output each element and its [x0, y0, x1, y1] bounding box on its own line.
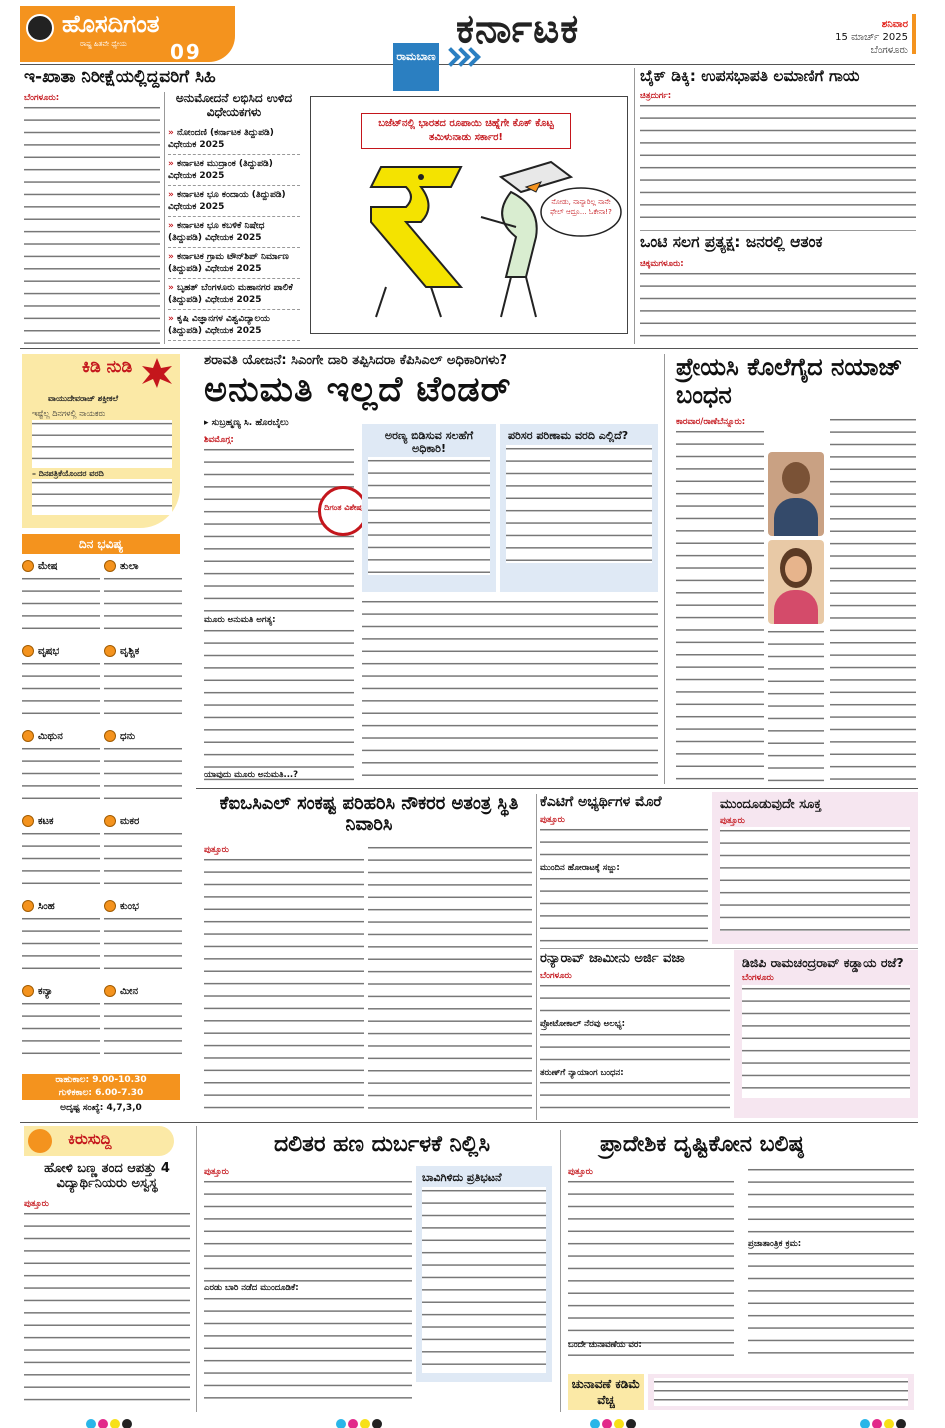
- horoscope-sign-heading: [104, 730, 182, 742]
- print-color-marks: [86, 1414, 134, 1428]
- article-bail-headline: ರನ್ಯಾರಾವ್ ಜಾಮೀನು ಅರ್ಜಿ ವಜಾ: [540, 951, 685, 966]
- article-dalit-subhead: ಎರಡು ಬಾರಿ ನಡೆದ ಮುಂದೂಡಿಕೆ:: [204, 1283, 299, 1294]
- horoscope-sign-heading: [22, 815, 100, 827]
- zodiac-sign-icon: [104, 985, 116, 997]
- lead-sidebar-forest: [362, 424, 496, 592]
- editorial-cartoon: [310, 96, 628, 334]
- article-bail-subhead-protocol: ಪ್ರೋಟೋಕಾಲ್ ನೆರವು ಅಲಭ್ಯ:: [540, 1019, 626, 1030]
- bullet-arrow-icon: »: [168, 158, 177, 169]
- article-bike-text-lines: [640, 102, 916, 226]
- ramabana-label: ರಾಮಬಾಣ: [393, 43, 439, 91]
- issue-date: 15 ಮಾರ್ಚ್ 2025: [835, 32, 908, 43]
- print-color-marks: [860, 1414, 908, 1428]
- bills-list-title: ಅನುಮೋದನೆ ಲಭಿಸಿದ ಉಳಿದ ವಿಧೇಯಕಗಳು: [175, 91, 293, 119]
- bullet-arrow-icon: »: [168, 127, 177, 138]
- article-kat-headline: ಕೆಎಟಿಗೆ ಅಭ್ಯರ್ಥಿಗಳ ಮೊರೆ: [540, 794, 662, 810]
- bill-item-text: ಬೃಹತ್ ಬೆಂಗಳೂರು ಮಹಾನಗರ ಪಾಲಿಕೆ (ತಿದ್ದುಪಡಿ) ವಿಧೇಯಕ 2025: [168, 282, 293, 305]
- column-rule: [560, 1130, 561, 1412]
- sidebar-forest-title: ಅರಣ್ಯ ಬಿಡಿಸುವ ಸಲಹೆಗೆ ಅಧಿಕಾರಿ!: [384, 429, 474, 455]
- bill-item: [168, 155, 300, 186]
- lead-dateline: ಶಿವಮೊಗ್ಗ:: [204, 435, 234, 445]
- kiru-dateline: ಪುತ್ತೂರು: [24, 1199, 49, 1209]
- bill-item-text: ಕೃಷಿ ವಿಜ್ಞಾನಗಳ ವಿಶ್ವವಿದ್ಯಾಲಯ (ತಿದ್ದುಪಡಿ) ವಿಧೇಯಕ 2025: [168, 313, 270, 336]
- horoscope-sign-heading: [104, 985, 182, 997]
- horoscope-text-lines: [104, 575, 182, 637]
- section-divider: [196, 788, 918, 789]
- horoscope-sign-heading: [104, 560, 182, 572]
- article-regional-headline: ಪ್ರಾದೇಶಿಕ ದೃಷ್ಟಿಕೋನ ಬಲಿಷ್ಠ: [600, 1132, 804, 1157]
- issue-day: ಶನಿವಾರ: [881, 19, 908, 30]
- bill-item-text: ಕರ್ನಾಟಕ ಮುದ್ರಾಂಕ (ತಿದ್ದುಪಡಿ) ವಿಧೇಯಕ 2025: [168, 158, 273, 181]
- article-kat-text-lines: [540, 826, 708, 862]
- section-divider: [20, 1122, 918, 1123]
- horoscope-sign-name: ಮೇಷ: [38, 560, 58, 572]
- column-rule: [536, 794, 537, 1120]
- kiru-body: [24, 1198, 190, 1408]
- horoscope-sign-name: ಕುಂಭ: [120, 900, 139, 912]
- article-elephant-headline: ಒಂಟಿ ಸಲಗ ಪ್ರತ್ಯಕ್ಷ: ಜನರಲ್ಲಿ ಆತಂಕ: [640, 233, 823, 251]
- article-regional-text-lines: [748, 1166, 914, 1238]
- kiru-suddi-banner: [24, 1126, 174, 1156]
- kiru-suddi-title: ಕಿರುಸುದ್ದಿ: [68, 1130, 112, 1148]
- horoscope-sign-heading: [104, 645, 182, 657]
- page-number: 09: [170, 40, 202, 64]
- horoscope-sign-heading: [22, 985, 100, 997]
- bills-list: [168, 92, 300, 341]
- sidebar-environment-title: ಪರಿಸರ ಪರಿಣಾಮ ವರದಿ ಎಲ್ಲಿದೆ?: [508, 429, 629, 442]
- print-color-marks: [590, 1414, 638, 1428]
- horoscope-sign-heading: [104, 900, 182, 912]
- article-kiocl-headline: ಕೆಐಒಸಿಎಲ್ ಸಂಕಷ್ಟ ಪರಿಹರಿಸಿ ನೌಕರರ ಅತಂತ್ರ ಸ್ಥಿತಿ ನಿವಾರಿಸಿ: [219, 793, 519, 835]
- article-bike-headline: ಬೈಕ್ ಡಿಕ್ಕಿ: ಉಪಸಭಾಪತಿ ಲಮಾಣಿಗೆ ಗಾಯ: [640, 67, 860, 85]
- article-murder-body-col1: [676, 416, 764, 786]
- article-kiocl-text-lines: [368, 844, 532, 1118]
- article-regional-body-col2: [748, 1166, 914, 1362]
- column-rule: [196, 1126, 197, 1412]
- article-bail-body: [540, 970, 730, 1120]
- horoscope-sign-name: ವೃಶ್ಚಿಕ: [120, 645, 140, 657]
- horoscope-sign-item: [104, 560, 182, 637]
- newspaper-logo: ಹೊಸದಿಗಂತ: [62, 10, 160, 38]
- article-bike-body: [640, 90, 916, 226]
- bill-item: [168, 124, 300, 155]
- cartoon-speech-text: ನೋಡು, ನಾನ್ಯಾರಿಲ್ಲ ನಾನೇ ಫೇಲ್ ಆದ್ರೂ... ಓಕೇನಾ!?: [550, 198, 612, 216]
- article-kat-text-lines: [540, 875, 708, 946]
- accused-photo: [768, 452, 824, 536]
- horoscope-sign-item: [22, 900, 100, 977]
- horoscope-sign-name: ವೃಷಭ: [38, 645, 60, 657]
- horoscope-text-lines: [22, 660, 100, 722]
- lead-headline: ಅನುಮತಿ ಇಲ್ಲದೆ ಟೆಂಡರ್: [204, 370, 512, 410]
- lead-kicker: ಶರಾವತಿ ಯೋಜನೆ: ಸಿಎಂಗೇ ದಾರಿ ತಪ್ಪಿಸಿದರಾ ಕೆಪಿಸಿಎಲ್ ಅಧಿಕಾರಿಗಳು?: [204, 353, 507, 368]
- horoscope-text-lines: [104, 745, 182, 807]
- article-regional-text-lines: [748, 1250, 914, 1358]
- zodiac-sign-icon: [104, 900, 116, 912]
- zodiac-sign-icon: [22, 815, 34, 827]
- article-murder-text-lines: [830, 416, 916, 784]
- bill-item: [168, 310, 300, 341]
- date-block: [818, 18, 908, 57]
- article-divider: [540, 948, 918, 949]
- article-murder-dateline: ಕಾರವಾರ/ರಾಣೆಬೆನ್ನೂರು:: [676, 417, 746, 427]
- horoscope-sign-heading: [22, 900, 100, 912]
- election-cost-box: [648, 1374, 914, 1410]
- horoscope-text-lines: [22, 575, 100, 637]
- article-dalit-headline: ದಲಿತರ ಹಣ ದುರ್ಬಳಕೆ ನಿಲ್ಲಿಸಿ: [273, 1132, 491, 1157]
- horoscope-sign-item: [104, 985, 182, 1062]
- horoscope-sign-name: ಸಿಂಹ: [38, 900, 55, 912]
- article-murder-body-col2: [768, 628, 824, 786]
- horoscope-text-lines: [104, 1000, 182, 1062]
- kidi-nudi-title: ಕಿಡಿ ನುಡಿ: [82, 357, 133, 377]
- article-murder-text-lines: [768, 628, 824, 784]
- graduate-character-illustration: [481, 162, 571, 317]
- lead-sidebar-environment: [500, 424, 658, 592]
- zodiac-sign-icon: [104, 560, 116, 572]
- horoscope-sign-name: ತುಲಾ: [120, 560, 139, 572]
- article-dalit-text-lines: [204, 1178, 412, 1282]
- horoscope-sign-name: ಧನು: [120, 730, 136, 742]
- horoscope-sign-heading: [22, 560, 100, 572]
- article-regional-text-lines: [568, 1178, 734, 1362]
- article-kat-dateline: ಪುತ್ತೂರು: [540, 815, 565, 825]
- article-dalit-text-lines: [204, 1295, 412, 1407]
- horoscope-sign-heading: [104, 815, 182, 827]
- date-accent-bar: [912, 14, 916, 54]
- lead-body-col2: [362, 598, 658, 782]
- kiru-text-lines: [24, 1210, 190, 1406]
- article-murder-headline: ಪ್ರೇಯಸಿ ಕೊಲೆಗೈದ ನಯಾಜ್ ಬಂಧನ: [676, 353, 903, 409]
- zodiac-sign-icon: [22, 645, 34, 657]
- horoscope-text-lines: [104, 915, 182, 977]
- article-protest-box: [416, 1166, 552, 1382]
- column-rule: [634, 68, 635, 344]
- horoscope-text-lines: [22, 1000, 100, 1062]
- article-dgp-body: [742, 972, 910, 1098]
- zodiac-sign-icon: [104, 730, 116, 742]
- horoscope-sign-item: [22, 645, 100, 722]
- horoscope-sign-name: ಮೀನ: [120, 985, 138, 997]
- horoscope-sign-heading: [22, 645, 100, 657]
- bill-item: [168, 186, 300, 217]
- kidi-nudi-text-lines: [32, 420, 172, 468]
- zodiac-sign-icon: [104, 815, 116, 827]
- article-dgp-headline: ಡಿಜಿಪಿ ರಾಮಚಂದ್ರರಾವ್ ಕಡ್ಡಾಯ ರಜೆ?: [742, 955, 904, 970]
- logo-emblem-icon: [26, 14, 54, 42]
- article-divider: [640, 230, 916, 231]
- article-postpone-body: [720, 815, 910, 933]
- sidebar-environment-text-lines: [506, 445, 652, 563]
- horoscope-sign-item: [104, 645, 182, 722]
- article-protest-title: ಬಾವಿಗಿಳಿದು ಪ್ರತಿಭಟನೆ: [422, 1171, 502, 1184]
- horoscope-text-lines: [22, 830, 100, 892]
- zodiac-sign-icon: [22, 900, 34, 912]
- bill-item: [168, 279, 300, 310]
- horoscope-sign-heading: [22, 730, 100, 742]
- article-ekhata-text-lines: [24, 104, 160, 344]
- column-rule: [164, 92, 165, 344]
- kidi-nudi-box: [22, 354, 180, 528]
- horoscope-sign-name: ಮಿಥುನ: [38, 730, 63, 742]
- article-ekhata-body: [24, 92, 160, 344]
- article-bail-text-lines: [540, 1031, 730, 1067]
- bill-item-text: ಕರ್ನಾಟಕ ಗ್ರಾಮ ಟೌನ್‌ಶಿಪ್ ನಿರ್ಮಾಣ (ತಿದ್ದುಪಡಿ) ವಿಧೇಯಕ 2025: [168, 251, 289, 274]
- article-murder-body-col3: [830, 416, 916, 786]
- bullet-arrow-icon: »: [168, 251, 177, 262]
- article-regional-dateline: ಪುತ್ತೂರು: [568, 1167, 593, 1177]
- sidebar-forest-text-lines: [368, 457, 490, 575]
- zodiac-sign-icon: [104, 645, 116, 657]
- article-elephant-text-lines: [640, 270, 916, 342]
- article-kiocl-body-col2: [368, 844, 532, 1120]
- rupee-character-illustration: [371, 167, 461, 317]
- article-dgp-dateline: ಬೆಂಗಳೂರು: [742, 973, 774, 984]
- article-kiocl-text-lines: [204, 856, 364, 1118]
- rahu-kala: ರಾಹುಕಾಲ: 9.00-10.30: [55, 1075, 147, 1085]
- article-bail-text-lines: [540, 1079, 730, 1115]
- bill-item-text: ಕರ್ನಾಟಕ ಭೂ ಕಬಳಿಕೆ ನಿಷೇಧ (ತಿದ್ದುಪಡಿ) ವಿಧೇಯಕ 2025: [168, 220, 265, 243]
- horoscope-text-lines: [22, 915, 100, 977]
- horoscope-sign-name: ಮಕರ: [120, 815, 140, 827]
- horoscope-sign-item: [22, 985, 100, 1062]
- masthead-logo-block: [20, 6, 235, 62]
- article-dalit-body: [204, 1166, 412, 1408]
- election-cost-text-lines: [654, 1378, 908, 1406]
- horoscope-sign-item: [104, 815, 182, 892]
- lead-subhead-permissions: ಮೂರು ಅನುಮತಿ ಅಗತ್ಯ:: [204, 615, 276, 626]
- lead-text-lines: [204, 627, 354, 783]
- zodiac-sign-icon: [22, 985, 34, 997]
- kiru-headline: ಹೋಳಿ ಬಣ್ಣ ತಂದ ಆಪತ್ತು 4 ವಿದ್ಯಾರ್ಥಿನಿಯರು ಅಸ್ವಸ್ಥ: [44, 1161, 170, 1191]
- article-postpone-text-lines: [720, 827, 910, 931]
- article-bail-subhead-custody: ತರುಣ್‌ಗೆ ನ್ಯಾಯಾಂಗ ಬಂಧನ:: [540, 1067, 624, 1078]
- article-regional-subhead-one-election: ಒಂದೇ ಚುನಾವಣೆಯ ವರ:: [568, 1340, 642, 1350]
- horoscope-text-lines: [104, 660, 182, 722]
- lead-byline: ▸ ಸುಬ್ರಹ್ಮಣ್ಯ ಸಿ. ಹೊರಬೈಲು: [204, 418, 289, 428]
- article-kat-body: [540, 814, 708, 946]
- pointing-hand-icon: [28, 1129, 52, 1153]
- bill-item-text: ಕರ್ನಾಟಕ ಭೂ ಕಂದಾಯ (ತಿದ್ದುಪಡಿ) ವಿಧೇಯಕ 2025: [168, 189, 286, 212]
- article-elephant-body: [640, 258, 916, 342]
- section-divider: [20, 348, 918, 349]
- horoscope-timings: [22, 1074, 180, 1100]
- bill-item: [168, 248, 300, 279]
- article-postpone-dateline: ಪುತ್ತೂರು: [720, 815, 745, 826]
- article-ekhata-dateline: ಬೆಂಗಳೂರು:: [24, 93, 60, 103]
- bullet-arrow-icon: »: [168, 189, 177, 200]
- article-murder-text-lines: [676, 428, 764, 784]
- print-color-marks: [336, 1414, 384, 1428]
- zodiac-sign-icon: [22, 730, 34, 742]
- article-postpone-box: [712, 792, 918, 944]
- article-regional-subhead-democratic: ಪ್ರಜಾತಾಂತ್ರಿಕ ಕ್ರಮ:: [748, 1239, 802, 1249]
- kidi-nudi-body: [32, 408, 172, 516]
- gulika-kala: ಗುಳಿಕಕಾಲ: 6.00-7.30: [58, 1088, 144, 1098]
- lead-body-col1: [204, 434, 354, 784]
- victim-photo: [768, 540, 824, 624]
- article-dalit-dateline: ಪುತ್ತೂರು: [204, 1167, 229, 1177]
- election-cost-label: ಚುನಾವಣೆ ಕಡಿಮೆ ವೆಚ್ಚ: [568, 1374, 644, 1410]
- article-elephant-dateline: ಚಿಕ್ಕಮಗಳೂರು:: [640, 259, 684, 269]
- cartoon-drawing: [311, 147, 629, 333]
- bullet-arrow-icon: »: [168, 313, 177, 324]
- column-rule: [664, 354, 665, 784]
- cartoon-caption: ಬಜೆಟ್‌ನಲ್ಲಿ ಭಾರತದ ರೂಪಾಯಿ ಚಿಹ್ನೆಗೇ ಕೊಕ್ ಕೊಟ್ಟ ತಮಿಳುನಾಡು ಸರ್ಕಾರ!: [361, 113, 571, 149]
- horoscope-sign-item: [22, 560, 100, 637]
- horoscope-title: ದಿನ ಭವಿಷ್ಯ: [22, 534, 180, 554]
- horoscope-sign-item: [22, 815, 100, 892]
- horoscope-text-lines: [104, 830, 182, 892]
- bill-item-text: ನೋಂದಣಿ (ಕರ್ನಾಟಕ ತಿದ್ದುಪಡಿ) ವಿಧೇಯಕ 2025: [168, 127, 274, 150]
- kidi-nudi-line: ಇಷ್ಟೆಲ್ಲ ದಿನಗಳಲ್ಲಿ ನಾಯಕರು: [32, 409, 106, 418]
- article-ekhata-headline: ಇ-ಖಾತಾ ನಿರೀಕ್ಷೆಯಲ್ಲಿದ್ದವರಿಗೆ ಸಿಹಿ: [24, 67, 216, 87]
- lead-byline-name: ಸುಬ್ರಹ್ಮಣ್ಯ ಸಿ. ಹೊರಬೈಲು: [211, 418, 289, 428]
- bill-item: [168, 217, 300, 248]
- digantha-special-stamp: ದಿಗಂತ ವಿಶೇಷ: [318, 486, 368, 536]
- article-regional-body-col1: [568, 1166, 734, 1362]
- article-postpone-headline: ಮುಂದೂಡುವುದೇ ಸೂಕ್ತ: [720, 797, 822, 812]
- article-dgp-text-lines: [742, 985, 910, 1099]
- article-bail-dateline: ಬೆಂಗಳೂರು: [540, 971, 572, 981]
- horoscope-sign-name: ಕನ್ಯಾ: [38, 985, 53, 997]
- article-kiocl-body-col1: [204, 844, 364, 1120]
- horoscope-sign-item: [104, 730, 182, 807]
- lucky-numbers: ಅದೃಷ್ಟ ಸಂಖ್ಯೆ: 4,7,3,0: [60, 1103, 142, 1113]
- horoscope-text-lines: [22, 745, 100, 807]
- bullet-arrow-icon: »: [168, 282, 177, 293]
- section-title: ಕರ್ನಾಟಕ: [456, 6, 580, 52]
- spark-burst-icon: [140, 358, 174, 388]
- article-bail-text-lines: [540, 982, 730, 1018]
- issue-city: ಬೆಂಗಳೂರು: [870, 45, 908, 56]
- kidi-nudi-source: – ದಿನಪತ್ರಿಕೆಯೊಂದರ ವರದಿ: [32, 468, 104, 478]
- lead-subhead-which: ಯಾವುದು ಮೂರು ಅನುಮತಿ...?: [204, 770, 299, 780]
- horoscope-sign-name: ಕಟಕ: [38, 815, 54, 827]
- logo-tagline: ರಾಷ್ಟ್ರ ಹಿತವೇ ಧ್ಯೇಯ: [80, 40, 127, 48]
- horoscope-sign-item: [104, 900, 182, 977]
- article-kiocl-dateline: ಪುತ್ತೂರು: [204, 845, 229, 855]
- horoscope-sign-item: [22, 730, 100, 807]
- article-kat-subhead: ಮುಂದಿನ ಹೋರಾಟಕ್ಕೆ ಸಜ್ಜು:: [540, 863, 620, 874]
- article-protest-text-lines: [422, 1187, 546, 1373]
- zodiac-sign-icon: [22, 560, 34, 572]
- bullet-arrow-icon: »: [168, 220, 177, 231]
- article-dgp-box: [734, 950, 918, 1118]
- horoscope-grid: [22, 560, 180, 1070]
- article-bike-dateline: ಚಿತ್ರದುರ್ಗ:: [640, 91, 672, 101]
- kidi-nudi-author: ವಾಯುದೇವರಾಜ್ ಶಕ್ತೀಕಲೆ: [48, 394, 119, 403]
- kidi-nudi-text-lines: [32, 479, 172, 515]
- lead-text-lines: [362, 598, 658, 778]
